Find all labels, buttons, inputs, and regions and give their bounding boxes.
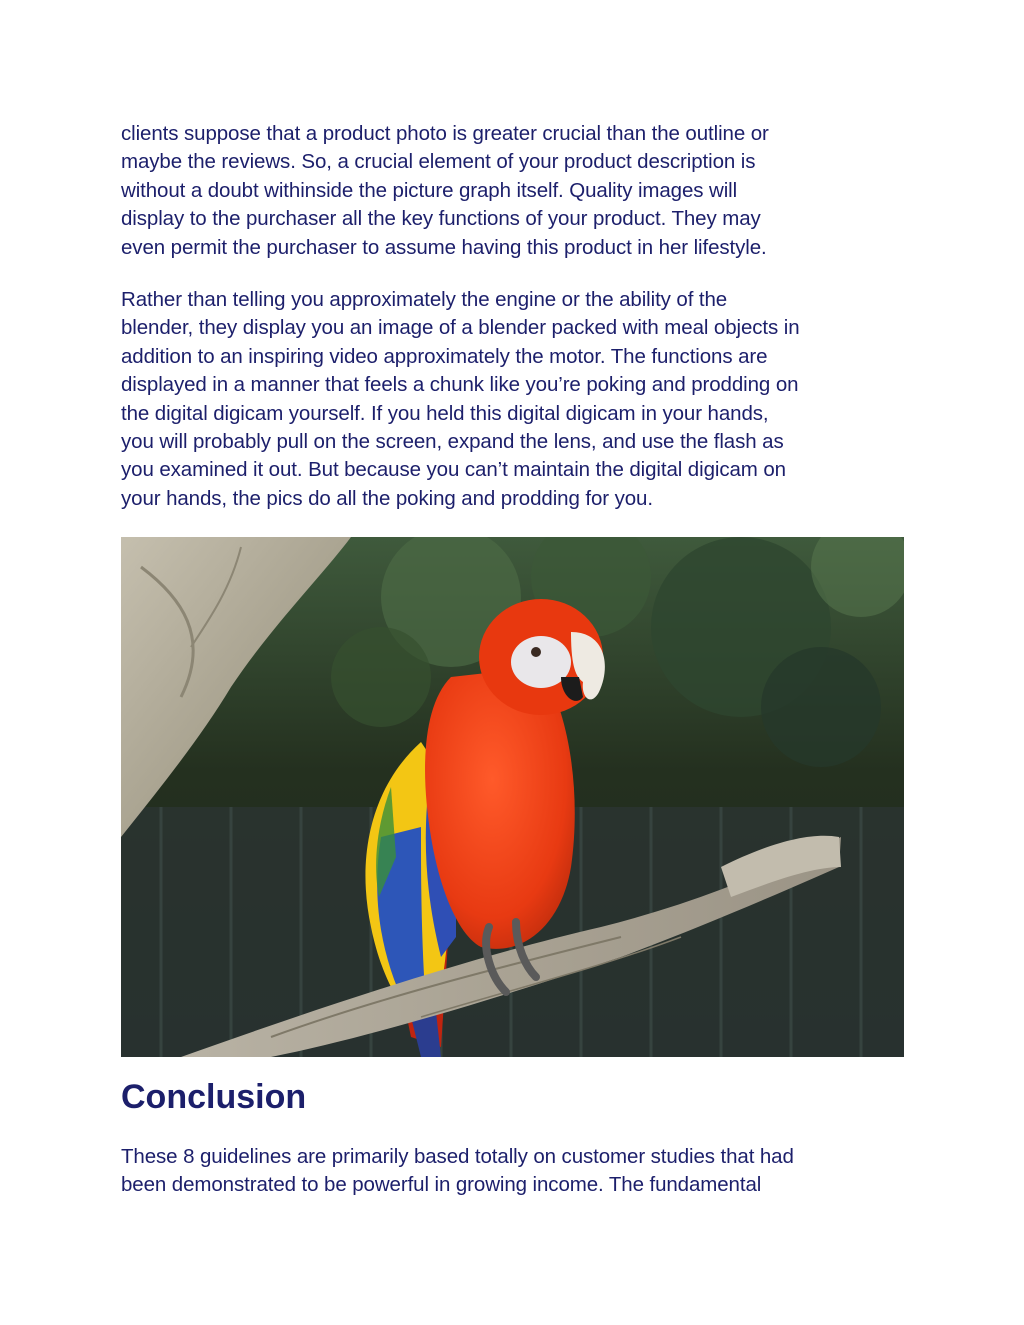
- body-paragraph: Rather than telling you approximately the engine or the ability of the blender, they display you an image of a blender packed with meal objects in addition to an inspiring video approximately the motor. The functions are displayed in a manner that feels a chunk like you’re poking and prodding on the digital digicam yourself. If you held this digital digicam in your hands, you will probably pull on the screen, expand the lens, and use the flash as you examined it out. But because you can’t maintain the digital digicam on your hands, the pics do all the poking and prodding for you.: [121, 288, 800, 510]
- body-paragraph: These 8 guidelines are primarily based totally on customer studies that had been demonstrated to be powerful in growing income. The fundamental: [121, 1145, 794, 1197]
- section-heading: Conclusion: [121, 1078, 307, 1116]
- body-paragraph: clients suppose that a product photo is greater crucial than the outline or maybe the reviews. So, a crucial element of your product description is without a doubt withinside the picture graph itself. Quality images will display to the purchaser all the key functions of your product. They may even permit the purchaser to assume having this product in her lifestyle.: [121, 122, 769, 259]
- parrot-photo: [121, 537, 904, 1057]
